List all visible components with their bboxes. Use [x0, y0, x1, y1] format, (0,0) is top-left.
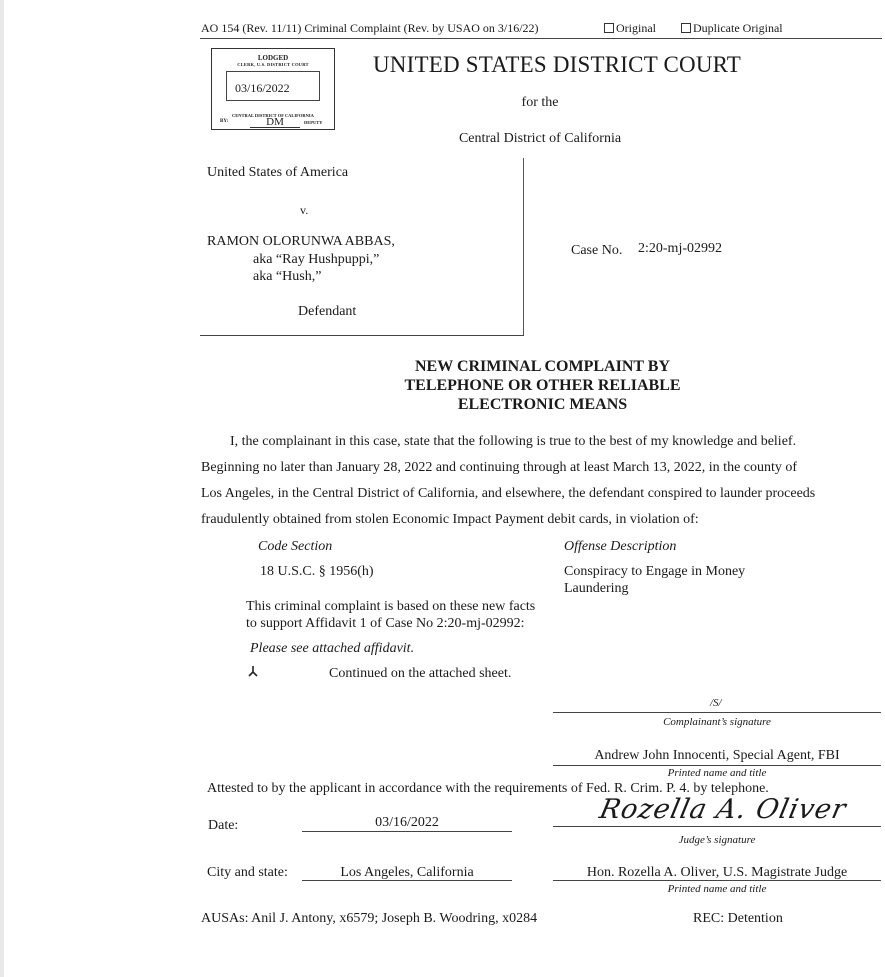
body-line-4: fraudulently obtained from stolen Economic Impact Payment debit cards, in violation of: [201, 512, 699, 527]
page-left-edge [0, 0, 4, 977]
complainant-printed-label: Printed name and title [667, 767, 767, 779]
judge-name: Hon. Rozella A. Oliver, U.S. Magistrate Judge [586, 865, 848, 880]
city-label: City and state: [207, 865, 288, 880]
offense-description-1: Conspiracy to Engage in Money [564, 564, 746, 579]
caption-divider-vertical [523, 158, 524, 336]
code-section: 18 U.S.C. § 1956(h) [260, 564, 374, 579]
offense-description-2: Laundering [564, 581, 629, 596]
judge-printed-label: Printed name and title [667, 883, 767, 895]
see-affidavit: Please see attached affidavit. [250, 641, 415, 656]
complainant-name-line [553, 765, 881, 766]
continued-text: Continued on the attached sheet. [329, 666, 512, 681]
title-line-2: TELEPHONE OR OTHER RELIABLE [404, 377, 681, 394]
form-id: AO 154 (Rev. 11/11) Criminal Complaint (Rev. by USAO on 3/16/22) [201, 21, 539, 35]
duplicate-original-checkbox [681, 23, 691, 33]
defendant-label: Defendant [298, 304, 357, 319]
complaint-title [300, 357, 785, 414]
case-no: 2:20-mj-02992 [638, 241, 722, 256]
offense-description-header: Offense Description [564, 539, 677, 554]
body-line-2: Beginning no later than January 28, 2022 and continuing through at least March 13, 2022, in the county of [201, 460, 798, 475]
complainant-signature: /S/ [710, 697, 722, 709]
court-name: UNITED STATES DISTRICT COURT [373, 52, 742, 77]
case-no-label: Case No. [571, 243, 623, 258]
complainant-signature-label: Complainant’s signature [663, 716, 771, 728]
lodged-clerk: CLERK, U.S. DISTRICT COURT [237, 62, 309, 67]
body-line-3: Los Angeles, in the Central District of California, and elsewhere, the defendant conspired to launder proceeds [201, 486, 816, 501]
original-checkbox [604, 23, 614, 33]
city-line [302, 880, 512, 881]
judge-signature-label: Judge’s signature [678, 834, 756, 846]
original-label: Original [616, 21, 656, 35]
footer-rec: REC: Detention [693, 911, 783, 926]
title-line-1: NEW CRIMINAL COMPLAINT BY [415, 358, 670, 375]
duplicate-original-checkbox-group [681, 21, 783, 36]
body-line-1: I, the complainant in this case, state that the following is true to the best of my knowledge and belief. [230, 434, 797, 449]
court-for-the: for the [521, 95, 559, 110]
lodged-initials: DM [250, 117, 300, 128]
date-line [302, 831, 512, 832]
complainant-signature-line [553, 712, 881, 713]
duplicate-original-label: Duplicate Original [693, 21, 783, 35]
lodged-stamp [211, 48, 335, 130]
judge-signature-script: Rozella A. Oliver [596, 794, 850, 825]
lodged-deputy-label: DEPUTY [304, 120, 323, 125]
judge-name-line [553, 880, 881, 881]
lodged-date: 03/16/2022 [226, 71, 320, 101]
attestation: Attested to by the applicant in accordance with the requirements of Fed. R. Crim. P. 4. by telephone. [207, 781, 769, 796]
title-line-3: ELECTRONIC MEANS [457, 396, 628, 413]
footer-ausas: AUSAs: Anil J. Antony, x6579; Joseph B. Woodring, x0284 [201, 911, 538, 926]
code-section-header: Code Section [258, 539, 333, 554]
lodged-title: LODGED [257, 54, 289, 62]
caption-divider-horizontal [200, 335, 524, 336]
original-checkbox-group [604, 21, 656, 36]
basis-line-1: This criminal complaint is based on these new facts [246, 599, 536, 614]
header-rule [200, 38, 882, 39]
defendant-aka-1: aka “Ray Hushpuppi,” [253, 252, 380, 267]
court-district: Central District of California [458, 131, 622, 146]
date-label: Date: [208, 818, 239, 833]
city-value: Los Angeles, California [340, 865, 474, 880]
versus: v. [300, 203, 309, 217]
basis-line-2: to support Affidavit 1 of Case No 2:20-mj-02992: [246, 616, 525, 631]
continued-mark-icon [246, 664, 260, 683]
lodged-by-label: BY: [220, 119, 229, 124]
judge-signature-line [553, 826, 881, 827]
complainant-name: Andrew John Innocenti, Special Agent, FBI [594, 748, 840, 763]
date-value: 03/16/2022 [375, 815, 439, 830]
defendant-aka-2: aka “Hush,” [253, 269, 322, 284]
plaintiff: United States of America [207, 165, 349, 180]
lodged-district: CENTRAL DISTRICT OF CALIFORNIA [232, 113, 314, 118]
defendant-name: RAMON OLORUNWA ABBAS, [207, 234, 395, 249]
